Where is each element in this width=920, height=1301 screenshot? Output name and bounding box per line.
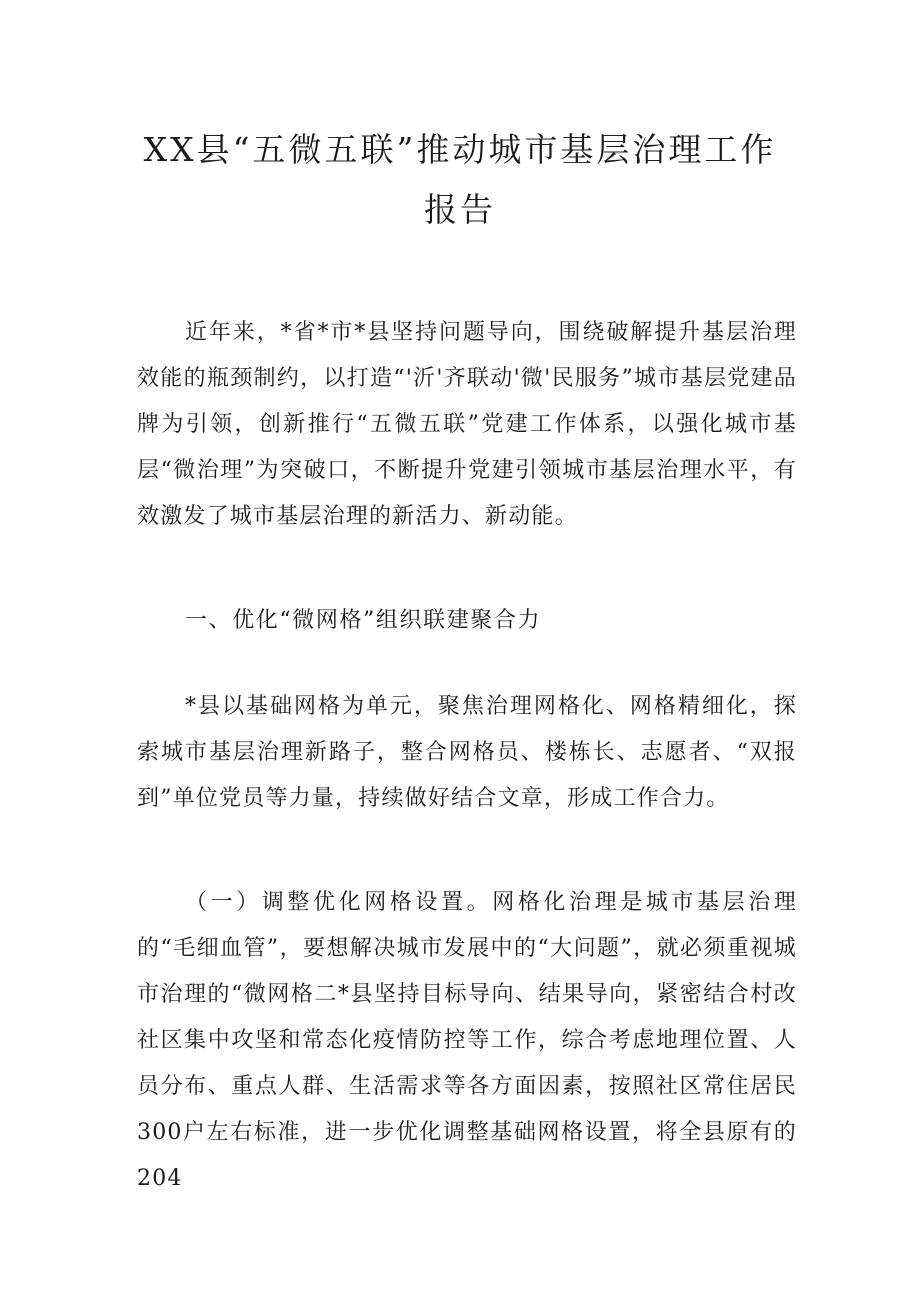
subsection-1-heading: （一）调整优化网格设置。 bbox=[185, 890, 493, 915]
section-1-paragraph: *县以基础网格为单元，聚焦治理网格化、网格精细化，探索城市基层治理新路子，整合网格员、楼栋长、志愿者、“双报到”单位党员等力量，持续做好结合文章，形成工作合力。 bbox=[137, 694, 797, 811]
document-title-line-1: XX县“五微五联”推动城市基层治理工作 bbox=[143, 130, 777, 169]
intro-paragraph: 近年来，*省*市*县坚持问题导向，围绕破解提升基层治理效能的瓶颈制约，以打造“'沂'齐联动'微'民服务”城市基层党建品牌为引领，创新推行“五微五联”党建工作体系，以强化城市基层“微治理”为突破口，不断提升党建引领城市基层治理水平，有效激发了城市基层治理的新活力、新动能。 bbox=[137, 320, 797, 529]
subsection-1-body: 网格化治理是城市基层治理的“毛细血管”，要想解决城市发展中的“大问题”，就必须重视城市治理的“微网格二*县坚持目标导向、结果导向，紧密结合村改社区集中攻坚和常态化疫情防控等工作，综合考虑地理位置、人员分布、重点人群、生活需求等各方面因素，按照社区常住居民300户左右标准，进一步优化调整基础网格设置，将全县原有的204 bbox=[137, 890, 797, 1191]
section-1-heading: 一、优化“微网格”组织联建聚合力 bbox=[185, 608, 542, 633]
document-title-line-2: 报告 bbox=[424, 190, 496, 229]
subsection-1-paragraph bbox=[137, 880, 797, 1202]
